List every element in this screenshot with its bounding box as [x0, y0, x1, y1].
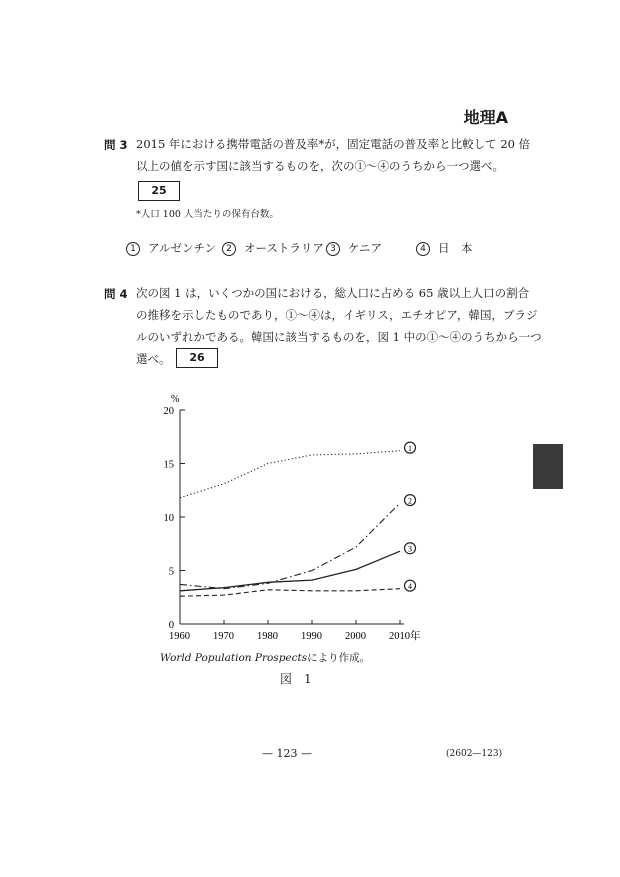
x-tick-label: 1960	[169, 631, 190, 642]
series-line-2	[180, 503, 400, 589]
question-4-line-1: 次の図 1 は，いくつかの国における，総人口に占める 65 歳以上人口の割合	[136, 286, 530, 300]
choice-number: 4	[416, 242, 430, 256]
y-tick-label: 15	[163, 459, 174, 471]
series-label-3	[405, 543, 416, 554]
y-tick-label: 10	[163, 513, 174, 524]
x-tick-label: 2010年	[389, 631, 421, 642]
question-4-line-2: の推移を示したものであり，①～④は，イギリス，エチオピア，韓国，ブラジ	[136, 308, 538, 322]
choice-number: 1	[126, 242, 140, 256]
series-label-text: 2	[408, 496, 412, 506]
figure-source	[160, 650, 370, 665]
x-tick-label: 1970	[213, 631, 234, 642]
series-label-text: 1	[408, 444, 412, 454]
page-code: (2602—123)	[446, 749, 503, 759]
chart-series-labels	[405, 442, 416, 591]
question-4-label: 問 4	[104, 287, 128, 301]
series-line-1	[180, 451, 400, 498]
y-tick-label: 5	[168, 566, 174, 578]
series-line-3	[180, 551, 400, 591]
series-line-4	[180, 589, 400, 597]
x-tick-label: 1980	[257, 631, 278, 642]
y-tick-label: 20	[163, 406, 174, 417]
question-3-footnote: *人口 100 人当たりの保有台数。	[136, 209, 279, 220]
series-label-2	[405, 495, 416, 506]
choice-number: 3	[326, 242, 340, 256]
subject-header: 地理A	[463, 108, 508, 127]
question-4-line-3: ルのいずれかである。韓国に該当するものを，図 1 中の①～④のうちから一つ	[136, 330, 542, 344]
choice-text: 日 本	[438, 241, 473, 255]
y-tick-label: 0	[168, 620, 174, 631]
choice-text: アルゼンチン	[148, 241, 216, 255]
chart-axes	[164, 394, 422, 642]
question-3-line-1: 2015 年における携帯電話の普及率*が，固定電話の普及率と比較して 20 倍	[136, 137, 531, 151]
series-label-4	[405, 580, 416, 591]
y-axis-unit: %	[171, 394, 180, 405]
x-tick-label: 1990	[301, 631, 322, 642]
series-label-1	[405, 442, 416, 453]
chart-series	[180, 451, 400, 597]
choice-number: 2	[222, 242, 236, 256]
series-label-text: 3	[408, 544, 412, 554]
series-label-text: 4	[408, 582, 412, 592]
source-title: World Population Prospects	[160, 652, 308, 664]
x-tick-label: 2000	[345, 631, 366, 642]
answer-box-26[interactable]: 26	[176, 348, 218, 368]
side-index-tab	[533, 444, 563, 489]
choice-text: ケニア	[348, 241, 383, 255]
question-3-label: 問 3	[104, 138, 128, 152]
question-3-line-2: 以上の値を示す国に該当するものを，次の①～④のうちから一つ選べ。	[136, 159, 504, 173]
page-number: — 123 —	[262, 747, 312, 760]
figure-caption: 図 1	[280, 672, 312, 686]
source-suffix: により作成。	[307, 652, 371, 664]
question-4-line-4: 選べ。	[136, 352, 171, 366]
answer-box-25[interactable]: 25	[138, 181, 180, 201]
choice-text: オーストラリア	[244, 241, 324, 255]
